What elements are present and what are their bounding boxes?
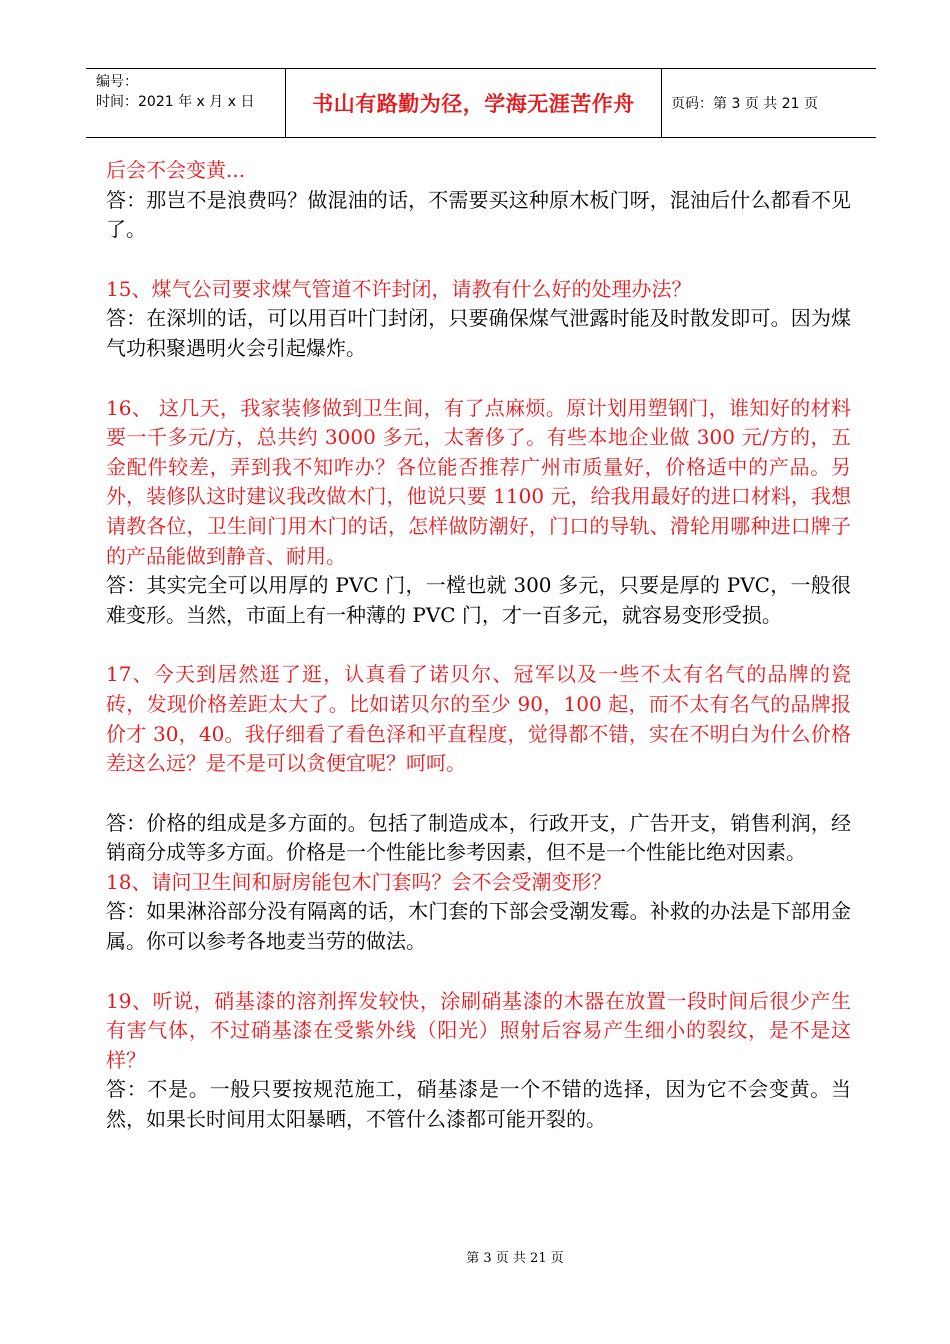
- serial-label: 编号：: [96, 74, 138, 90]
- answer-paragraph: 答：在深圳的话，可以用百叶门封闭，只要确保煤气泄露时能及时散发即可。因为煤气功积聚遇明火会引起爆炸。: [106, 306, 851, 360]
- answer-paragraph: 答：其实完全可以用厚的 PVC 门，一樘也就 300 多元，只要是厚的 PVC，一般很难变形。当然，市面上有一种薄的 PVC 门，才一百多元，就容易变形受损。: [106, 573, 851, 627]
- header-page-cell: [661, 69, 876, 137]
- paragraph-gap: [106, 779, 851, 809]
- answer-paragraph: 答：如果淋浴部分没有隔离的话，木门套的下部会受潮发霉。补救的办法是下部用金属。你可以参考各地麦当劳的做法。: [106, 899, 851, 954]
- question-paragraph: 16、 这几天，我家装修做到卫生间，有了点麻烦。原计划用塑钢门，谁知好的材料要一千多元/方，总共约 3000 多元，太奢侈了。有些本地企业做 300 元/方的，五金配件较差，弄到我不知咋办？各位能否推荐广州市质量好，价格适中的产品。另外，装修队这时建议我改做木门，他说只要 1100 元，给我用最好的进口材料，我想请教各位，卫生间门用木门的话，怎样做防潮好，门口的导轨、滑轮用哪种进口牌子的产品能做到静音、耐用。: [106, 395, 851, 568]
- question-paragraph: 18、请问卫生间和厨房能包木门套吗？会不会受潮变形？: [106, 869, 612, 894]
- answer-paragraph: 答：那岂不是浪费吗？做混油的话，不需要买这种原木板门呀，混油后什么都看不见了。: [106, 187, 851, 242]
- header-motto-cell: [286, 69, 662, 137]
- document-body: [106, 156, 851, 1135]
- time-label: 时间：2021 年 x 月 x 日: [96, 94, 255, 110]
- answer-paragraph: 答：不是。一般只要按规范施工，硝基漆是一个不错的选择，因为它不会变黄。当然，如果长时间用太阳暴晒，不管什么漆都可能开裂的。: [106, 1077, 851, 1132]
- header-meta: [86, 69, 286, 137]
- question-paragraph: 19、听说，硝基漆的溶剂挥发较快，涂刷硝基漆的木器在放置一段时间后很少产生有害气体，不过硝基漆在受紫外线（阳光）照射后容易产生细小的裂纹，是不是这样？: [106, 988, 851, 1072]
- paragraph-gap: [106, 957, 851, 987]
- paragraph-gap: [106, 245, 851, 275]
- page-footer: [0, 1247, 950, 1266]
- header-page-label: 页码：第 3 页 共 21 页: [671, 96, 818, 112]
- footer-page-number: 第 3 页 共 21 页: [466, 1251, 564, 1266]
- page-header: [86, 68, 876, 138]
- paragraph-gap: [106, 364, 851, 394]
- question-paragraph: 后会不会变黄...: [106, 158, 246, 182]
- question-paragraph: 17、今天到居然逛了逛，认真看了诺贝尔、冠军以及一些不太有名气的品牌的瓷砖，发现价格差距太大了。比如诺贝尔的至少 90，100 起，而不太有名气的品牌报价才 30，40。我仔细看了看色泽和平直程度，觉得都不错，实在不明白为什么价格差这么远？是不是可以贪便宜呢？呵呵。: [106, 662, 851, 776]
- question-paragraph: 15、煤气公司要求煤气管道不许封闭，请教有什么好的处理办法？: [106, 276, 692, 301]
- paragraph-gap: [106, 630, 851, 660]
- header-motto: 书山有路勤为径，学海无涯苦作舟: [312, 92, 635, 116]
- answer-paragraph: 答：价格的组成是多方面的。包括了制造成本，行政开支，广告开支，销售利润，经销商分成等多方面。价格是一个性能比参考因素，但不是一个性能比绝对因素。: [106, 810, 851, 865]
